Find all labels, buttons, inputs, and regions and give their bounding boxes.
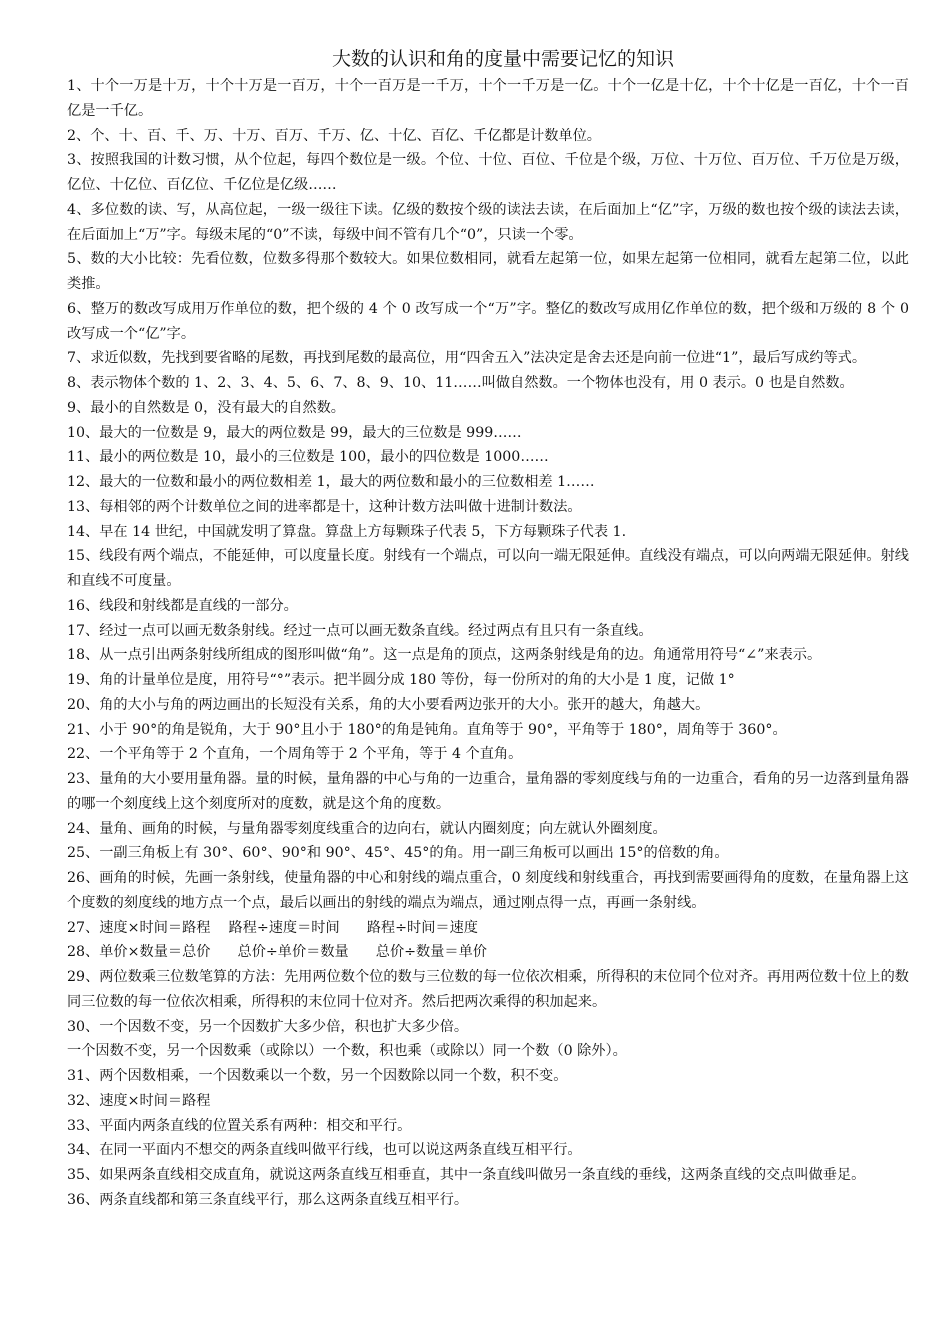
- document-page: [67, 46, 909, 1213]
- list-item: 35、如果两条直线相交成直角，就说这两条直线互相垂直，其中一条直线叫做另一条直线的垂线，这两条直线的交点叫做垂足。: [67, 1167, 866, 1183]
- list-item: 12、最大的一位数和最小的两位数相差 1，最大的两位数和最小的三位数相差 1……: [67, 474, 595, 490]
- list-item: 2、个、十、百、千、万、十万、百万、千万、亿、十亿、百亿、千亿都是计数单位。: [67, 127, 601, 144]
- list-item: 15、线段有两个端点，不能延伸，可以度量长度。射线有一个端点，可以向一端无限延伸。直线没有端点，可以向两端无限延伸。射线和直线不可度量。: [67, 548, 909, 589]
- list-item: 23、量角的大小要用量角器。量的时候，量角器的中心与角的一边重合，量角器的零刻度线与角的一边重合，看角的另一边落到量角器的哪一个刻度线上这个刻度所对的度数，就是这个角的度数。: [67, 771, 909, 812]
- list-item: 14、早在 14 世纪，中国就发明了算盘。算盘上方每颗珠子代表 5，下方每颗珠子代表 1.: [67, 523, 627, 540]
- list-item: 36、两条直线都和第三条直线平行，那么这两条直线互相平行。: [67, 1191, 469, 1208]
- knowledge-list: [67, 74, 909, 1213]
- list-item: 7、求近似数，先找到要省略的尾数，再找到尾数的最高位，用“四舍五入”法决定是舍去还是向前一位进“1”，最后写成约等式。: [67, 350, 867, 367]
- list-item: 26、画角的时候，先画一条射线，使量角器的中心和射线的端点重合，0 刻度线和射线重合，再找到需要画得角的度数，在量角器上这个度数的刻度线的地方点一个点，最后以画出的射线的端点为端点，通过刚点得一点，再画一条射线。: [67, 870, 909, 911]
- list-item: 31、两个因数相乘，一个因数乘以一个数，另一个因数除以同一个数，积不变。: [67, 1068, 568, 1084]
- list-item: 30、一个因数不变，另一个因数扩大多少倍，积也扩大多少倍。: [67, 1018, 469, 1035]
- list-item: 29、两位数乘三位数笔算的方法：先用两位数个位的数与三位数的每一位依次相乘，所得积的末位同个位对齐。再用两位数十位上的数同三位数的每一位依次相乘，所得积的末位同十位对齐。然后把两次乘得的积加起来。: [67, 969, 909, 1010]
- list-item: 27、速度×时间＝路程 路程÷速度＝时间 路程÷时间＝速度: [67, 919, 478, 936]
- list-item: 28、单价×数量＝总价 总价÷单价＝数量 总价÷数量＝单价: [67, 944, 487, 961]
- list-item: 8、表示物体个数的 1、2、3、4、5、6、7、8、9、10、11……叫做自然数。一个物体也没有，用 0 表示。0 也是自然数。: [67, 375, 854, 391]
- list-item: 1、十个一万是十万，十个十万是一百万，十个一百万是一千万，十个一千万是一亿。十个一亿是十亿，十个十亿是一百亿，十个一百亿是一千亿。: [67, 78, 909, 119]
- list-item: 24、量角、画角的时候，与量角器零刻度线重合的边向右，就认内圈刻度；向左就认外圈刻度。: [67, 820, 667, 837]
- list-item: 32、速度×时间＝路程: [67, 1092, 211, 1109]
- list-item: 6、整万的数改写成用万作单位的数，把个级的 4 个 0 改写成一个“万”字。整亿的数改写成用亿作单位的数，把个级和万级的 8 个 0 改写成一个“亿”字。: [67, 300, 909, 342]
- document-title: 大数的认识和角的度量中需要记忆的知识: [331, 48, 674, 70]
- list-item: 4、多位数的读、写，从高位起，一级一级往下读。亿级的数按个级的读法去读，在后面加上“亿”字，万级的数也按个级的读法去读，在后面加上“万”字。每级末尾的“0”不读，每级中间不管有几个“0”，只读一个零。: [67, 201, 909, 243]
- list-item: 9、最小的自然数是 0，没有最大的自然数。: [67, 399, 345, 416]
- list-item: 25、一副三角板上有 30°、60°、90°和 90°、45°、45°的角。用一副三角板可以画出 15°的倍数的角。: [67, 845, 729, 862]
- list-item: 21、小于 90°的角是锐角，大于 90°且小于 180°的角是钝角。直角等于 90°，平角等于 180°，周角等于 360°。: [67, 721, 787, 738]
- list-item: 16、线段和射线都是直线的一部分。: [67, 597, 298, 614]
- list-item: 一个因数不变，另一个因数乘（或除以）一个数，积也乘（或除以）同一个数（0 除外）。: [67, 1043, 627, 1060]
- list-item: 33、平面内两条直线的位置关系有两种：相交和平行。: [67, 1117, 412, 1134]
- list-item: 22、一个平角等于 2 个直角，一个周角等于 2 个平角，等于 4 个直角。: [67, 746, 523, 763]
- list-item: 34、在同一平面内不想交的两条直线叫做平行线，也可以说这两条直线互相平行。: [67, 1142, 582, 1159]
- list-item: 5、数的大小比较：先看位数，位数多得那个数较大。如果位数相同，就看左起第一位，如果左起第一位相同，就看左起第二位，以此类推。: [67, 251, 909, 292]
- list-item: 17、经过一点可以画无数条射线。经过一点可以画无数条直线。经过两点有且只有一条直线。: [67, 622, 653, 639]
- list-item: 20、角的大小与角的两边画出的长短没有关系，角的大小要看两边张开的大小。张开的越大，角越大。: [67, 696, 710, 713]
- list-item: 11、最小的两位数是 10，最小的三位数是 100，最小的四位数是 1000……: [67, 449, 549, 466]
- list-item: 3、按照我国的计数习惯，从个位起，每四个数位是一级。个位、十位、百位、千位是个级，万位、十万位、百万位、千万位是万级，亿位、十亿位、百亿位、千亿位是亿级……: [67, 152, 909, 193]
- list-item: 18、从一点引出两条射线所组成的图形叫做“角”。这一点是角的顶点，这两条射线是角的边。角通常用符号“∠”来表示。: [67, 647, 822, 664]
- list-item: 10、最大的一位数是 9，最大的两位数是 99，最大的三位数是 999……: [67, 424, 522, 441]
- list-item: 13、每相邻的两个计数单位之间的进率都是十，这种计数方法叫做十进制计数法。: [67, 498, 582, 515]
- list-item: 19、角的计量单位是度，用符号“°”表示。把半圆分成 180 等份，每一份所对的角的大小是 1 度，记做 1°: [67, 672, 735, 688]
